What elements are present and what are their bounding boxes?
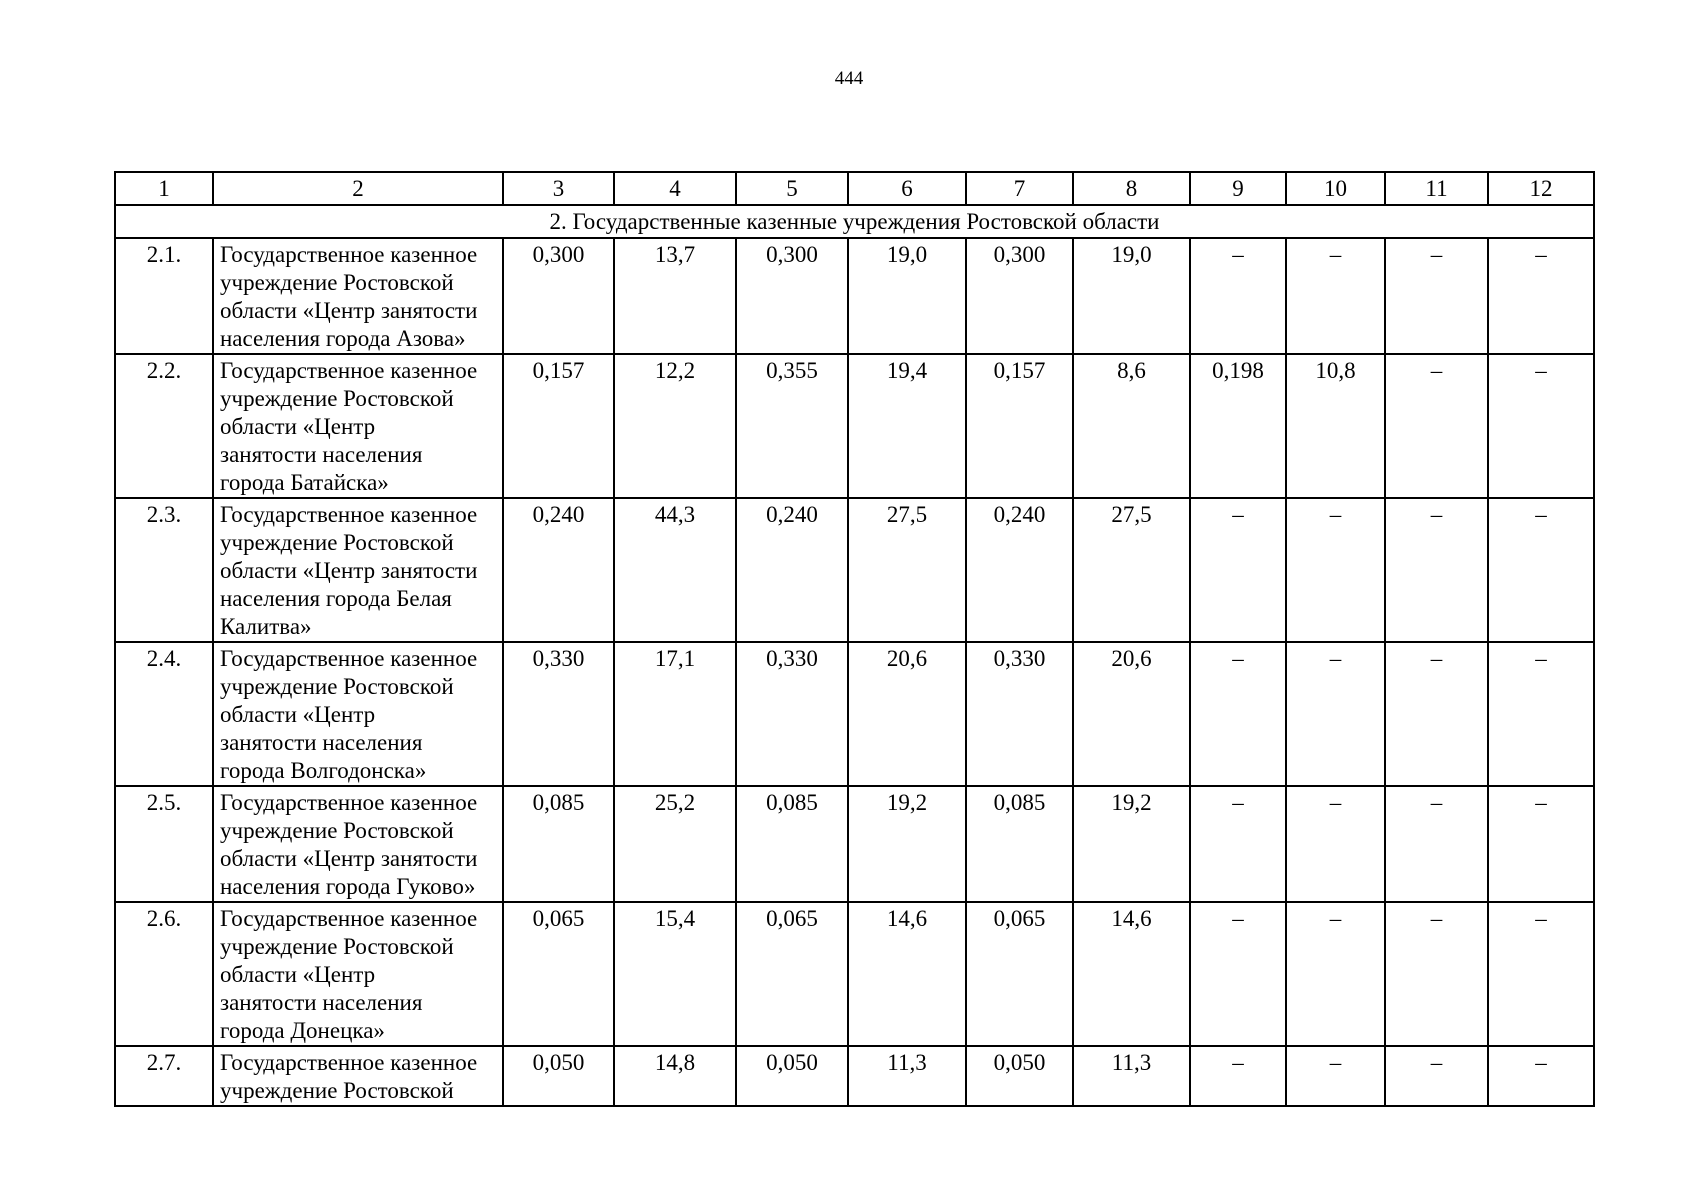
value-cell-col-12: –: [1488, 238, 1594, 354]
row-number: 2.1.: [115, 238, 213, 354]
institution-name-line: области «Центр занятости: [220, 298, 478, 323]
value-cell-col-11: –: [1385, 642, 1488, 786]
value-cell-col-11: –: [1385, 902, 1488, 1046]
value-cell-col-4: 13,7: [614, 238, 736, 354]
institution-name-line: учреждение Ростовской: [220, 530, 454, 555]
institution-name-line: Государственное казенное: [220, 1050, 478, 1075]
value-cell-col-5: 0,355: [736, 354, 848, 498]
page-number: 444: [834, 68, 864, 89]
institution-name-line: населения города Белая: [220, 586, 452, 611]
institution-name-line: населения города Азова»: [220, 326, 466, 351]
value-cell-col-8: 19,2: [1073, 786, 1190, 902]
institution-name: [213, 1046, 503, 1106]
row-number: 2.7.: [115, 1046, 213, 1106]
value-cell-col-9: 0,198: [1190, 354, 1286, 498]
institution-name: [213, 238, 503, 354]
column-number: 1: [115, 172, 213, 205]
row-number: 2.5.: [115, 786, 213, 902]
institution-name: [213, 354, 503, 498]
value-cell-col-8: 19,0: [1073, 238, 1190, 354]
value-cell-col-12: –: [1488, 498, 1594, 642]
value-cell-col-8: 14,6: [1073, 902, 1190, 1046]
value-cell-col-10: –: [1286, 498, 1385, 642]
institution-name-line: учреждение Ростовской: [220, 934, 454, 959]
value-cell-col-5: 0,050: [736, 1046, 848, 1106]
value-cell-col-12: –: [1488, 786, 1594, 902]
section-title: 2. Государственные казенные учреждения Ростовской области: [115, 205, 1594, 238]
value-cell-col-10: –: [1286, 238, 1385, 354]
column-number: 3: [503, 172, 614, 205]
value-cell-col-12: –: [1488, 642, 1594, 786]
value-cell-col-10: 10,8: [1286, 354, 1385, 498]
value-cell-col-10: –: [1286, 902, 1385, 1046]
institution-name-line: учреждение Ростовской: [220, 674, 454, 699]
value-cell-col-10: –: [1286, 1046, 1385, 1106]
institution-name-line: Государственное казенное: [220, 906, 478, 931]
institution-name-line: Калитва»: [220, 614, 312, 639]
value-cell-col-3: 0,300: [503, 238, 614, 354]
value-cell-col-7: 0,240: [966, 498, 1073, 642]
value-cell-col-11: –: [1385, 238, 1488, 354]
row-number: 2.3.: [115, 498, 213, 642]
institution-name: [213, 902, 503, 1046]
value-cell-col-8: 8,6: [1073, 354, 1190, 498]
value-cell-col-6: 19,2: [848, 786, 966, 902]
column-number: 2: [213, 172, 503, 205]
value-cell-col-7: 0,065: [966, 902, 1073, 1046]
value-cell-col-12: –: [1488, 1046, 1594, 1106]
value-cell-col-7: 0,050: [966, 1046, 1073, 1106]
institution-name-line: Государственное казенное: [220, 242, 478, 267]
value-cell-col-8: 27,5: [1073, 498, 1190, 642]
value-cell-col-3: 0,157: [503, 354, 614, 498]
value-cell-col-11: –: [1385, 786, 1488, 902]
column-number: 4: [614, 172, 736, 205]
value-cell-col-4: 14,8: [614, 1046, 736, 1106]
value-cell-col-6: 11,3: [848, 1046, 966, 1106]
institution-name-line: Государственное казенное: [220, 358, 478, 383]
institution-name: [213, 498, 503, 642]
institution-name-line: Государственное казенное: [220, 502, 478, 527]
value-cell-col-4: 12,2: [614, 354, 736, 498]
value-cell-col-3: 0,065: [503, 902, 614, 1046]
row-number: 2.4.: [115, 642, 213, 786]
data-table: [114, 171, 1595, 1107]
institution-name-line: учреждение Ростовской: [220, 818, 454, 843]
institution-name-line: города Волгодонска»: [220, 758, 427, 783]
value-cell-col-3: 0,050: [503, 1046, 614, 1106]
value-cell-col-11: –: [1385, 498, 1488, 642]
institution-name-line: области «Центр: [220, 962, 376, 987]
value-cell-col-6: 20,6: [848, 642, 966, 786]
value-cell-col-11: –: [1385, 1046, 1488, 1106]
institution-name-line: населения города Гуково»: [220, 874, 476, 899]
value-cell-col-4: 44,3: [614, 498, 736, 642]
column-number: 8: [1073, 172, 1190, 205]
value-cell-col-10: –: [1286, 642, 1385, 786]
institution-name-line: Государственное казенное: [220, 646, 478, 671]
value-cell-col-9: –: [1190, 238, 1286, 354]
table-row: [115, 1046, 1594, 1106]
column-number: 12: [1488, 172, 1594, 205]
institution-name-line: учреждение Ростовской: [220, 1078, 454, 1103]
value-cell-col-8: 20,6: [1073, 642, 1190, 786]
value-cell-col-9: –: [1190, 902, 1286, 1046]
column-number: 6: [848, 172, 966, 205]
column-number: 10: [1286, 172, 1385, 205]
value-cell-col-9: –: [1190, 1046, 1286, 1106]
institution-name-line: занятости населения: [220, 990, 423, 1015]
column-number: 9: [1190, 172, 1286, 205]
value-cell-col-12: –: [1488, 354, 1594, 498]
institution-name-line: области «Центр: [220, 702, 376, 727]
table-row: [115, 902, 1594, 1046]
value-cell-col-9: –: [1190, 786, 1286, 902]
table-row: [115, 786, 1594, 902]
row-number: 2.6.: [115, 902, 213, 1046]
value-cell-col-5: 0,065: [736, 902, 848, 1046]
value-cell-col-3: 0,240: [503, 498, 614, 642]
column-number: 11: [1385, 172, 1488, 205]
value-cell-col-7: 0,330: [966, 642, 1073, 786]
value-cell-col-7: 0,157: [966, 354, 1073, 498]
value-cell-col-10: –: [1286, 786, 1385, 902]
column-number-row: [115, 172, 1594, 205]
table-row: [115, 238, 1594, 354]
column-number: 7: [966, 172, 1073, 205]
value-cell-col-6: 19,4: [848, 354, 966, 498]
value-cell-col-5: 0,300: [736, 238, 848, 354]
table-row: [115, 498, 1594, 642]
value-cell-col-5: 0,240: [736, 498, 848, 642]
value-cell-col-3: 0,330: [503, 642, 614, 786]
value-cell-col-7: 0,085: [966, 786, 1073, 902]
institution-name-line: учреждение Ростовской: [220, 386, 454, 411]
institution-name-line: учреждение Ростовской: [220, 270, 454, 295]
section-header-row: [115, 205, 1594, 238]
institution-name-line: города Донецка»: [220, 1018, 385, 1043]
institution-name-line: занятости населения: [220, 442, 423, 467]
table-row: [115, 642, 1594, 786]
value-cell-col-6: 19,0: [848, 238, 966, 354]
row-number: 2.2.: [115, 354, 213, 498]
institution-name-line: области «Центр занятости: [220, 558, 478, 583]
value-cell-col-5: 0,085: [736, 786, 848, 902]
value-cell-col-8: 11,3: [1073, 1046, 1190, 1106]
column-number: 5: [736, 172, 848, 205]
institution-name-line: занятости населения: [220, 730, 423, 755]
institution-name-line: области «Центр: [220, 414, 376, 439]
value-cell-col-6: 14,6: [848, 902, 966, 1046]
value-cell-col-4: 25,2: [614, 786, 736, 902]
value-cell-col-4: 17,1: [614, 642, 736, 786]
institution-name: [213, 786, 503, 902]
institution-name-line: Государственное казенное: [220, 790, 478, 815]
value-cell-col-3: 0,085: [503, 786, 614, 902]
institution-name-line: области «Центр занятости: [220, 846, 478, 871]
value-cell-col-4: 15,4: [614, 902, 736, 1046]
value-cell-col-6: 27,5: [848, 498, 966, 642]
table-row: [115, 354, 1594, 498]
value-cell-col-9: –: [1190, 642, 1286, 786]
institution-name: [213, 642, 503, 786]
value-cell-col-11: –: [1385, 354, 1488, 498]
value-cell-col-12: –: [1488, 902, 1594, 1046]
value-cell-col-5: 0,330: [736, 642, 848, 786]
institution-name-line: города Батайска»: [220, 470, 389, 495]
value-cell-col-7: 0,300: [966, 238, 1073, 354]
value-cell-col-9: –: [1190, 498, 1286, 642]
